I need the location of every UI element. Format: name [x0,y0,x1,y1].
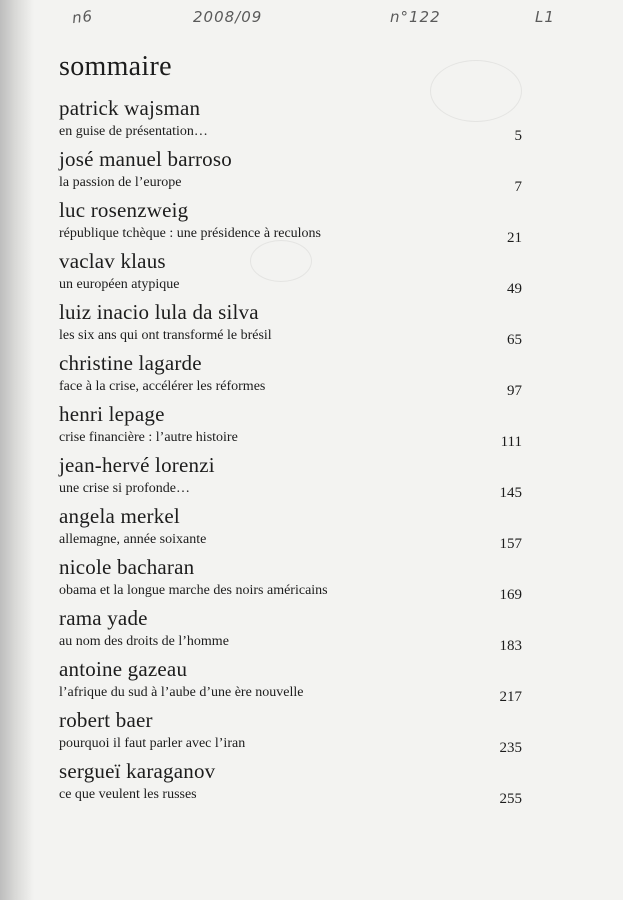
toc-page-number: 255 [499,791,522,807]
toc-page-number: 5 [514,128,522,144]
toc-author: robert baer [59,708,153,732]
toc-page-number: 145 [499,485,522,501]
toc-page-number: 183 [499,638,522,654]
toc-entry [59,655,523,706]
toc-subtitle: les six ans qui ont transformé le brésil [59,328,272,343]
toc-entry [59,247,523,298]
toc-subtitle: en guise de présentation… [59,124,208,139]
handwritten-date: 2008/09 [193,8,263,26]
toc-entry [59,145,523,196]
toc-entry [59,298,523,349]
toc-author: patrick wajsman [59,96,201,120]
toc-subtitle: une crise si profonde… [59,481,191,496]
toc-author: rama yade [59,606,148,630]
toc-entry [59,451,523,502]
toc-author: jean-hervé lorenzi [59,453,215,477]
toc-entry [59,400,523,451]
handwritten-mark: n6 [71,6,94,28]
toc-author: angela merkel [59,504,180,528]
binding-shadow [0,0,34,900]
toc-subtitle: la passion de l’europe [59,175,182,190]
toc-subtitle: au nom des droits de l’homme [59,634,229,649]
toc-subtitle: allemagne, année soixante [59,532,207,547]
toc-page-number: 235 [499,740,522,756]
toc-author: nicole bacharan [59,555,195,579]
page-title: sommaire [59,51,172,82]
toc-author: christine lagarde [59,351,202,375]
toc-author: luc rosenzweig [59,198,189,222]
table-of-contents [59,94,523,808]
toc-subtitle: crise financière : l’autre histoire [59,430,238,445]
toc-page-number: 7 [514,179,522,195]
toc-author: henri lepage [59,402,165,426]
toc-entry [59,604,523,655]
toc-page-number: 169 [499,587,522,603]
toc-page-number: 111 [500,434,522,450]
toc-entry [59,349,523,400]
toc-entry [59,196,523,247]
toc-author: luiz inacio lula da silva [59,300,259,324]
toc-entry [59,94,523,145]
toc-page-number: 217 [499,689,522,705]
toc-page-number: 157 [499,536,522,552]
toc-subtitle: ce que veulent les russes [59,787,197,802]
toc-entry [59,553,523,604]
toc-entry [59,706,523,757]
toc-entry [59,502,523,553]
toc-subtitle: obama et la longue marche des noirs américains [59,583,328,598]
handwritten-issue-number: n°122 [390,8,441,26]
toc-subtitle: face à la crise, accélérer les réformes [59,379,266,394]
toc-subtitle: république tchèque : une présidence à reculons [59,226,322,241]
toc-subtitle: un européen atypique [59,277,180,292]
toc-subtitle: l’afrique du sud à l’aube d’une ère nouvelle [59,685,304,700]
toc-page-number: 97 [507,383,522,399]
toc-page-number: 21 [507,230,522,246]
handwritten-code: L1 [535,8,555,26]
toc-author: josé manuel barroso [59,147,232,171]
toc-page-number: 65 [507,332,522,348]
toc-page-number: 49 [507,281,522,297]
toc-subtitle: pourquoi il faut parler avec l’iran [59,736,246,751]
toc-author: antoine gazeau [59,657,188,681]
toc-author: sergueï karaganov [59,759,216,783]
toc-entry [59,757,523,808]
toc-author: vaclav klaus [59,249,166,273]
